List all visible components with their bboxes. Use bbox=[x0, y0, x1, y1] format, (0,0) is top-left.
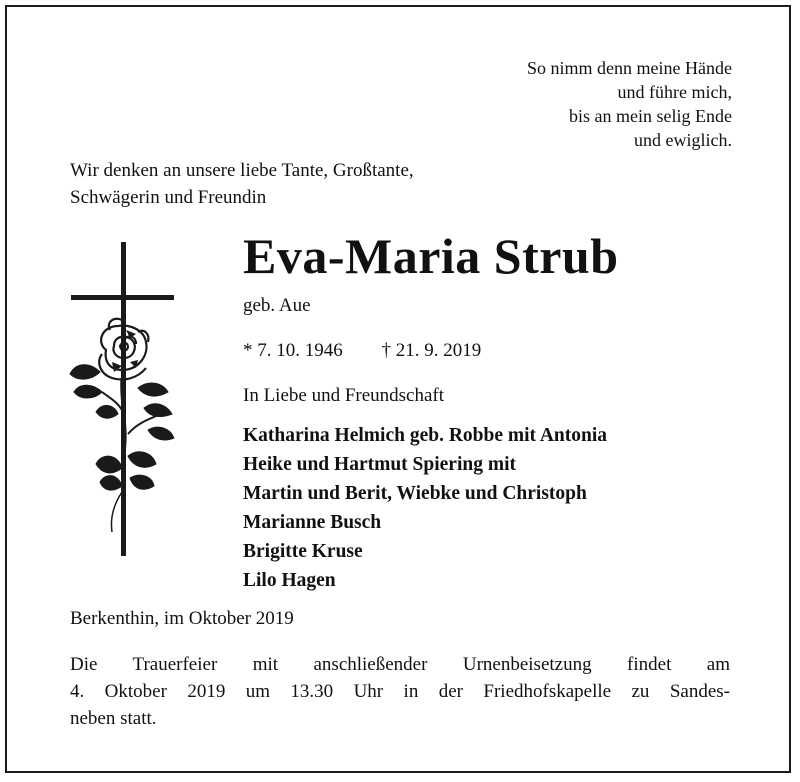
verse-line: und ewiglich. bbox=[634, 130, 732, 150]
cross-with-rose-icon bbox=[66, 242, 178, 560]
intro-line: Schwägerin und Freundin bbox=[70, 187, 267, 208]
intro-line: Wir denken an unsere liebe Tante, Großtante, bbox=[70, 160, 414, 181]
life-dates bbox=[243, 340, 481, 362]
mourners-list bbox=[243, 421, 607, 595]
mourner-name: Lilo Hagen bbox=[243, 570, 336, 591]
mourner-name: Heike und Hartmut Spiering mit bbox=[243, 454, 517, 475]
mourner-name: Marianne Busch bbox=[243, 512, 382, 533]
place-and-date: Berkenthin, im Oktober 2019 bbox=[70, 608, 294, 629]
birth-date: * 7. 10. 1946 bbox=[243, 340, 343, 361]
verse bbox=[527, 56, 732, 152]
verse-line: So nimm denn meine Hände bbox=[527, 58, 732, 78]
notice-line: neben statt. bbox=[70, 708, 157, 729]
mourners-heading: In Liebe und Freundschaft bbox=[243, 385, 445, 406]
death-date: † 21. 9. 2019 bbox=[381, 340, 482, 361]
verse-line: bis an mein selig Ende bbox=[569, 106, 732, 126]
birth-name: geb. Aue bbox=[243, 295, 311, 316]
mourner-name: Brigitte Kruse bbox=[243, 541, 363, 562]
mourner-name: Martin und Berit, Wiebke und Christoph bbox=[243, 483, 587, 504]
verse-line: und führe mich, bbox=[617, 82, 732, 102]
intro-text bbox=[70, 157, 414, 211]
notice-line: 4. Oktober 2019 um 13.30 Uhr in der Friedhofskapelle zu Sandes- bbox=[70, 681, 730, 702]
notice-line: Die Trauerfeier mit anschließender Urnenbeisetzung findet am bbox=[70, 654, 730, 675]
funeral-notice bbox=[70, 651, 730, 732]
mourner-name: Katharina Helmich geb. Robbe mit Antonia bbox=[243, 425, 608, 446]
deceased-name: Eva-Maria Strub bbox=[243, 228, 619, 284]
